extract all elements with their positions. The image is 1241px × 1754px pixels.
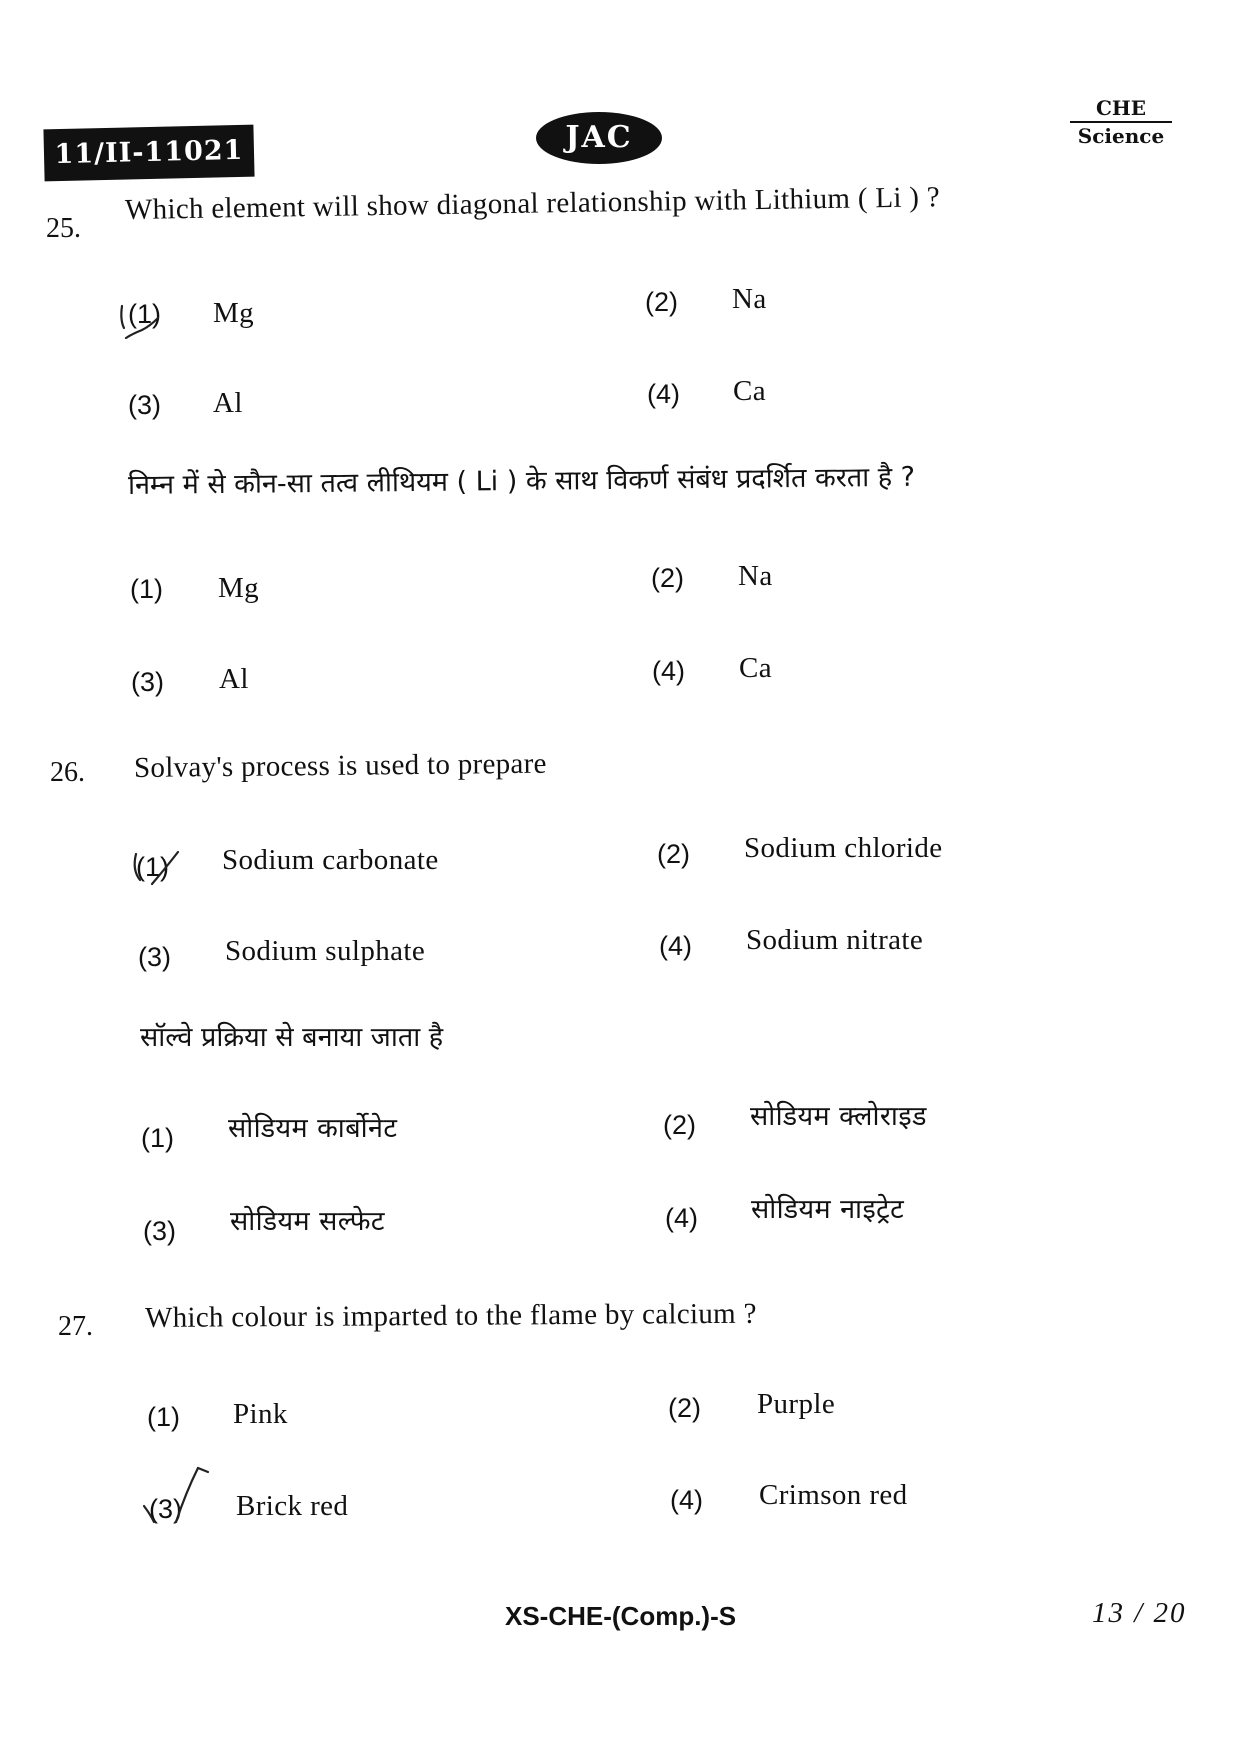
option-number: (1) (147, 1402, 180, 1432)
answer-tick-icon (132, 850, 180, 890)
option-number: (3) (143, 1216, 176, 1246)
option-number: (3) (138, 942, 171, 972)
question-number: 27. (58, 1311, 93, 1342)
option-number: (3) (149, 1494, 182, 1524)
subject-name: Science (1077, 124, 1165, 148)
option-number: (4) (670, 1485, 703, 1515)
subject-label (1066, 96, 1176, 148)
option-text: Ca (739, 652, 773, 684)
subject-code: CHE (1070, 96, 1172, 123)
question-number: 25. (46, 213, 81, 244)
option-number: (4) (652, 656, 685, 686)
question-text: Solvay's process is used to prepare (133, 747, 547, 784)
footer-code: XS-CHE-(Comp.)-S (505, 1601, 737, 1631)
option-number: (2) (668, 1393, 701, 1423)
option-number: (2) (645, 287, 678, 317)
option-number: (2) (663, 1110, 696, 1140)
option-text: Al (219, 663, 249, 695)
option-number: (1) (141, 1123, 174, 1153)
option-text: Sodium sulphate (225, 935, 426, 967)
option-number: (4) (659, 931, 692, 961)
option-number: (3) (128, 390, 161, 420)
option-text: Mg (218, 572, 260, 604)
option-text: Na (738, 560, 773, 592)
option-number: (2) (657, 839, 690, 869)
option-text: सोडियम सल्फेट (230, 1206, 385, 1237)
option-text: सोडियम नाइट्रेट (751, 1194, 905, 1225)
option-text: Mg (213, 297, 255, 329)
option-text: Sodium chloride (744, 832, 943, 864)
question-text: Which element will show diagonal relationship with Lithium ( Li ) ? (124, 181, 941, 226)
option-number: (4) (665, 1203, 698, 1233)
option-number: (1) (128, 299, 161, 329)
option-text: Na (732, 283, 767, 315)
paper-code-label: 11/II-11021 (43, 125, 254, 182)
option-text: Al (213, 387, 243, 419)
option-number: (4) (647, 379, 680, 409)
option-number: (2) (651, 563, 684, 593)
option-text: सोडियम कार्बोनेट (228, 1113, 398, 1144)
question-text-hindi: निम्न में से कौन-सा तत्व लीथियम ( Li ) के साथ विकर्ण संबंध प्रदर्शित करता है ? (127, 461, 916, 501)
option-number: (1) (130, 574, 163, 604)
option-number: (1) (136, 852, 169, 882)
option-text: Sodium carbonate (222, 844, 439, 876)
question-text-hindi: सॉल्वे प्रक्रिया से बनाया जाता है (140, 1022, 444, 1053)
answer-tick-icon (118, 300, 166, 340)
option-text: Pink (233, 1398, 288, 1430)
page-number: 13 / 20 (1092, 1597, 1187, 1629)
option-text: Brick red (236, 1490, 349, 1522)
option-text: सोडियम क्लोराइड (750, 1101, 927, 1132)
question-number: 26. (50, 757, 85, 788)
option-text: Ca (733, 375, 767, 407)
board-badge: JAC (536, 112, 662, 164)
option-text: Crimson red (759, 1479, 908, 1511)
option-number: (3) (131, 667, 164, 697)
option-text: Purple (757, 1388, 836, 1420)
option-text: Sodium nitrate (746, 924, 924, 956)
question-text: Which colour is imparted to the flame by calcium ? (144, 1297, 757, 1334)
answer-tick-icon (140, 1460, 230, 1530)
